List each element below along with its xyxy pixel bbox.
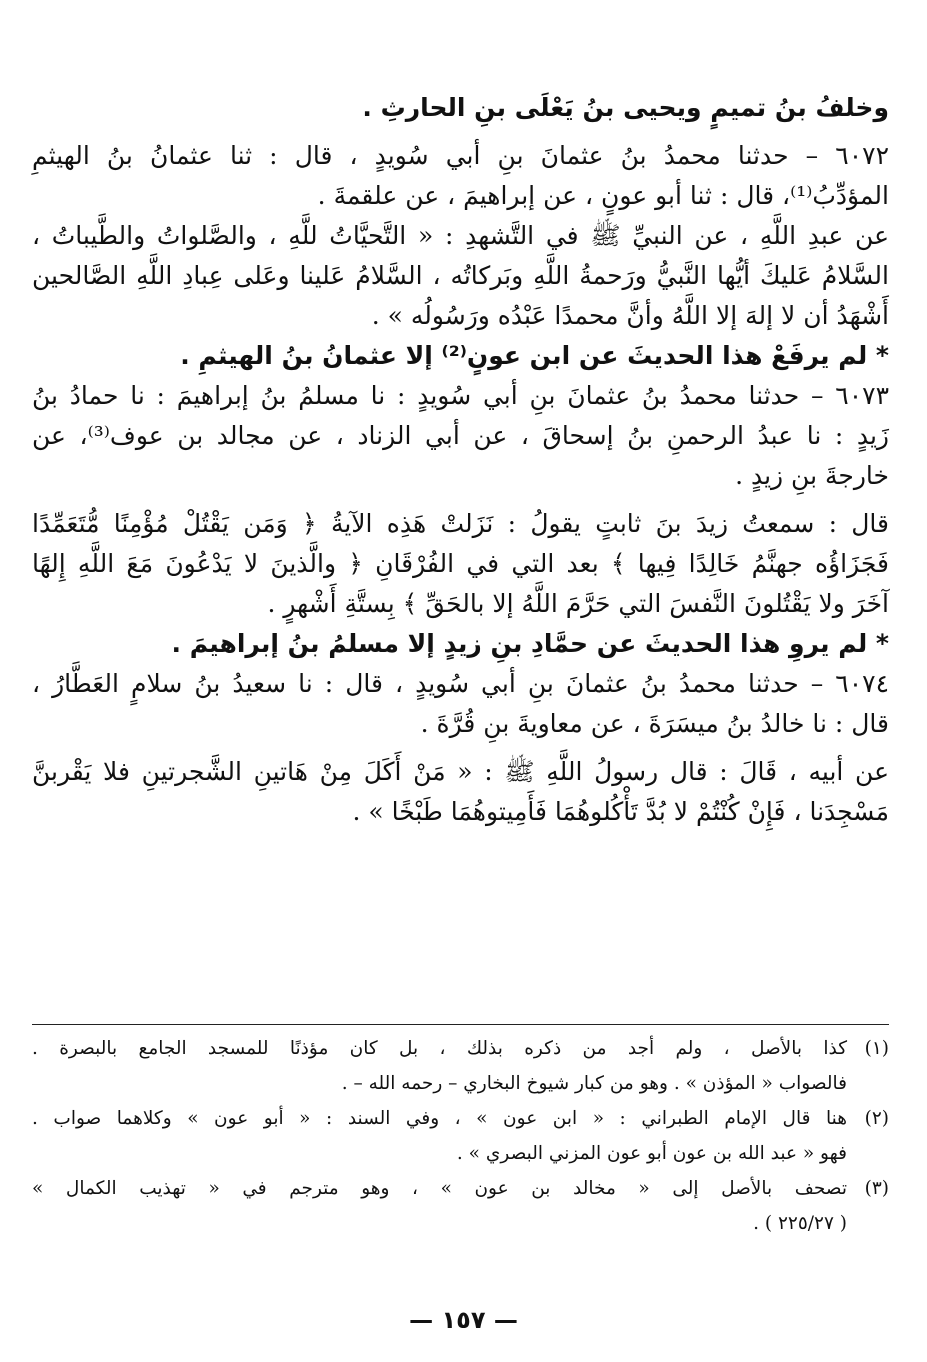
text-line: فَجَزَاؤُه جهنَّمُ خَالِدًا فِيها ﴾ بعد التي في الفُرْقَانِ ﴿ والَّذينَ لا يَدْعُونَ مَعَ اللَّهِ إِلهًا <box>32 549 889 578</box>
footnote-line <box>32 1206 889 1241</box>
page-number: — ١٥٧ — <box>409 1306 518 1334</box>
footnote-text: ( ٢٢٥/٢٧ ) . <box>753 1213 847 1234</box>
footnote-line <box>32 1031 889 1066</box>
footnote-number: (٣) <box>864 1178 889 1199</box>
text-line: ٦٠٧٣ – حدثنا محمدُ بنُ عثمانَ بنِ أبي سُويدٍ : نا مسلمُ بنُ إبراهيمَ : نا حمادُ بنُ <box>32 381 889 410</box>
text-line: * لم يرفَعْ هذا الحديثَ عن ابن عونٍ⁽²⁾ إلا عثمانُ بنُ الهيثمِ . <box>180 341 889 370</box>
text-line: وخلفُ بنُ تميمٍ ويحيى بنُ يَعْلَى بنِ الحارثِ . <box>362 93 889 122</box>
footnote-number <box>847 1206 889 1241</box>
paragraph-gap <box>32 496 889 504</box>
text-line: * لم يروِ هذا الحديثَ عن حمَّادِ بنِ زيدٍ إلا مسلمُ بنُ إبراهيمَ . <box>171 629 889 658</box>
text-line: آخَرَ ولا يَقْتُلونَ النَّفسَ التي حَرَّمَ اللَّهُ إلا بالحَقِّ ﴾ بِستَّةِ أَشْهرٍ . <box>267 589 889 618</box>
footnote-number <box>847 1136 889 1171</box>
footnote-line <box>32 1136 889 1171</box>
text-line: السَّلامُ عَليكَ أيُّها النَّبيُّ ورَحمةُ اللَّهِ وبَركاتُه ، السَّلامُ عَلينا وعَلى عِبادِ اللَّهِ الصَّالحين <box>32 261 889 290</box>
footnote-number: (٢) <box>864 1108 889 1129</box>
text-line: قال : سمعتُ زيدَ بنَ ثابتٍ يقولُ : نَزَلتْ هَذِه الآيةُ ﴿ وَمَن يَقْتُلْ مُؤْمِنًا مُّتَعَمِّدًا <box>32 509 889 538</box>
main-text <box>32 88 889 832</box>
footnote-text: هنا قال الإمام الطبراني : « ابن عون » ، وفي السند : « أبو عون » وكلاهما صواب . <box>32 1108 847 1129</box>
footnote-line <box>32 1101 889 1136</box>
text-line: ٦٠٧٢ – حدثنا محمدُ بنُ عثمانَ بنِ أبي سُويدٍ ، قال : ثنا عثمانُ بنُ الهيثمِ <box>32 141 889 170</box>
paragraph-gap <box>32 744 889 752</box>
footnote-line <box>32 1066 889 1101</box>
paragraph-gap <box>32 128 889 136</box>
text-line: مَسْجِدَنا ، فَإِنْ كُنْتُمْ لا بُدَّ تَأْكُلوهُمَا فَأَمِيتوهُمَا طَبْخًا » . <box>352 797 889 826</box>
text-line: ٦٠٧٤ – حدثنا محمدُ بنُ عثمانَ بنِ أبي سُويدٍ ، قال : نا سعيدُ بنُ سلامٍ العَطَّارُ ، <box>32 669 889 698</box>
footnote-text: كذا بالأصل ، ولم أجد من ذكره بذلك ، بل كان مؤذنًا للمسجد الجامع بالبصرة . <box>32 1038 847 1059</box>
text-line: زَيدٍ : نا عبدُ الرحمنِ بنُ إسحاقَ ، عن أبي الزناد ، عن مجالد بن عوف⁽³⁾، عن <box>32 421 889 450</box>
footnote-number: (١) <box>864 1038 889 1059</box>
footnote-text: فهو « عبد الله بن عون أبو عون المزني البصري » . <box>456 1143 847 1164</box>
text-line: عن أبيه ، قَالَ : قال رسولُ اللَّهِ ﷺ : « مَنْ أَكَلَ مِنْ هَاتينِ الشَّجرتينِ فلا يَقْربنَّ <box>32 757 889 786</box>
text-line: عن عبدِ اللَّهِ ، عن النبيِّ ﷺ في التَّشهدِ : « التَّحيَّاتُ للَّهِ ، والصَّلواتُ والطَّيباتُ ، <box>32 221 889 250</box>
text-line: أَشْهَدُ أن لا إلهَ إلا اللَّهُ وأنَّ محمدًا عَبْدُه ورَسُولُه » . <box>371 301 889 330</box>
footnotes-section <box>32 1024 889 1241</box>
text-line: المؤدِّبُ⁽¹⁾، قال : ثنا أبو عونٍ ، عن إبراهيمَ ، عن علقمةَ . <box>317 181 889 210</box>
footnote-number <box>847 1066 889 1101</box>
footnote-line <box>32 1171 889 1206</box>
footnote-text: فالصواب « المؤذن » . وهو من كبار شيوخ البخاري – رحمه الله – . <box>341 1073 847 1094</box>
text-line: خارجةَ بنِ زيدٍ . <box>735 461 889 490</box>
footnote-text: تصحف بالأصل إلى « مخالد بن عون » ، وهو مترجم في « تهذيب الكمال » <box>32 1178 847 1199</box>
text-line: قال : نا خالدُ بنُ ميسَرَةَ ، عن معاويةَ بنِ قُرَّةَ . <box>420 709 889 738</box>
